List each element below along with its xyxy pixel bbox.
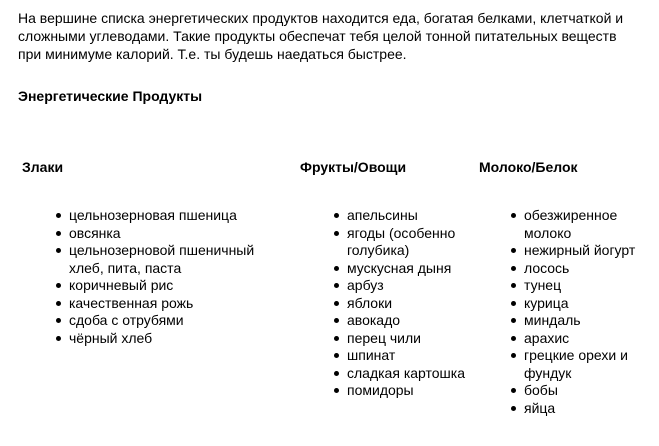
list-item: коричневый рис xyxy=(56,277,266,295)
list-item: обезжиренное молоко xyxy=(511,207,641,242)
list-item: апельсины xyxy=(334,207,474,225)
list-item: шпинат xyxy=(334,347,474,365)
list-item: тунец xyxy=(511,277,641,295)
list-item: цельнозерновая пшеница xyxy=(56,207,266,225)
fruits-vegetables-list xyxy=(334,207,474,400)
list-item: нежирный йогурт xyxy=(511,242,641,260)
list-item: курица xyxy=(511,295,641,313)
intro-paragraph xyxy=(18,9,648,63)
list-item: авокадо xyxy=(334,312,474,330)
list-item: лосось xyxy=(511,260,641,278)
dairy-protein-list xyxy=(511,207,641,417)
list-item: арахис xyxy=(511,330,641,348)
intro-line: На вершине списка энергетических продуктов находится еда, богатая белками, клетчаткой и xyxy=(18,10,624,26)
list-item: сдоба с отрубями xyxy=(56,312,266,330)
list-item: чёрный хлеб xyxy=(56,330,266,348)
section-heading: Энергетические Продукты xyxy=(18,88,203,104)
column-title-dairy-protein: Молоко/Белок xyxy=(479,159,578,175)
list-item: яйца xyxy=(511,400,641,418)
column-title-fruits-vegetables: Фрукты/Овощи xyxy=(300,159,407,175)
intro-line: сложными углеводами. Такие продукты обеспечат тебя целой тонной питательных веществ xyxy=(18,28,617,44)
list-item: грецкие орехи и фундук xyxy=(511,347,641,382)
list-item: помидоры xyxy=(334,382,474,400)
list-item: миндаль xyxy=(511,312,641,330)
list-item: яблоки xyxy=(334,295,474,313)
grains-list xyxy=(56,207,266,347)
list-item: арбуз xyxy=(334,277,474,295)
list-item: овсянка xyxy=(56,225,266,243)
list-item: цельнозерновой пшеничный хлеб, пита, паста xyxy=(56,242,266,277)
list-item: мускусная дыня xyxy=(334,260,474,278)
list-item: качественная рожь xyxy=(56,295,266,313)
column-title-grains: Злаки xyxy=(22,159,64,175)
list-item: перец чили xyxy=(334,330,474,348)
intro-line: при минимуме калорий. Т.е. ты будешь наедаться быстрее. xyxy=(18,46,407,62)
list-item: сладкая картошка xyxy=(334,365,474,383)
list-item: бобы xyxy=(511,382,641,400)
list-item: ягоды (особенно голубика) xyxy=(334,225,474,260)
